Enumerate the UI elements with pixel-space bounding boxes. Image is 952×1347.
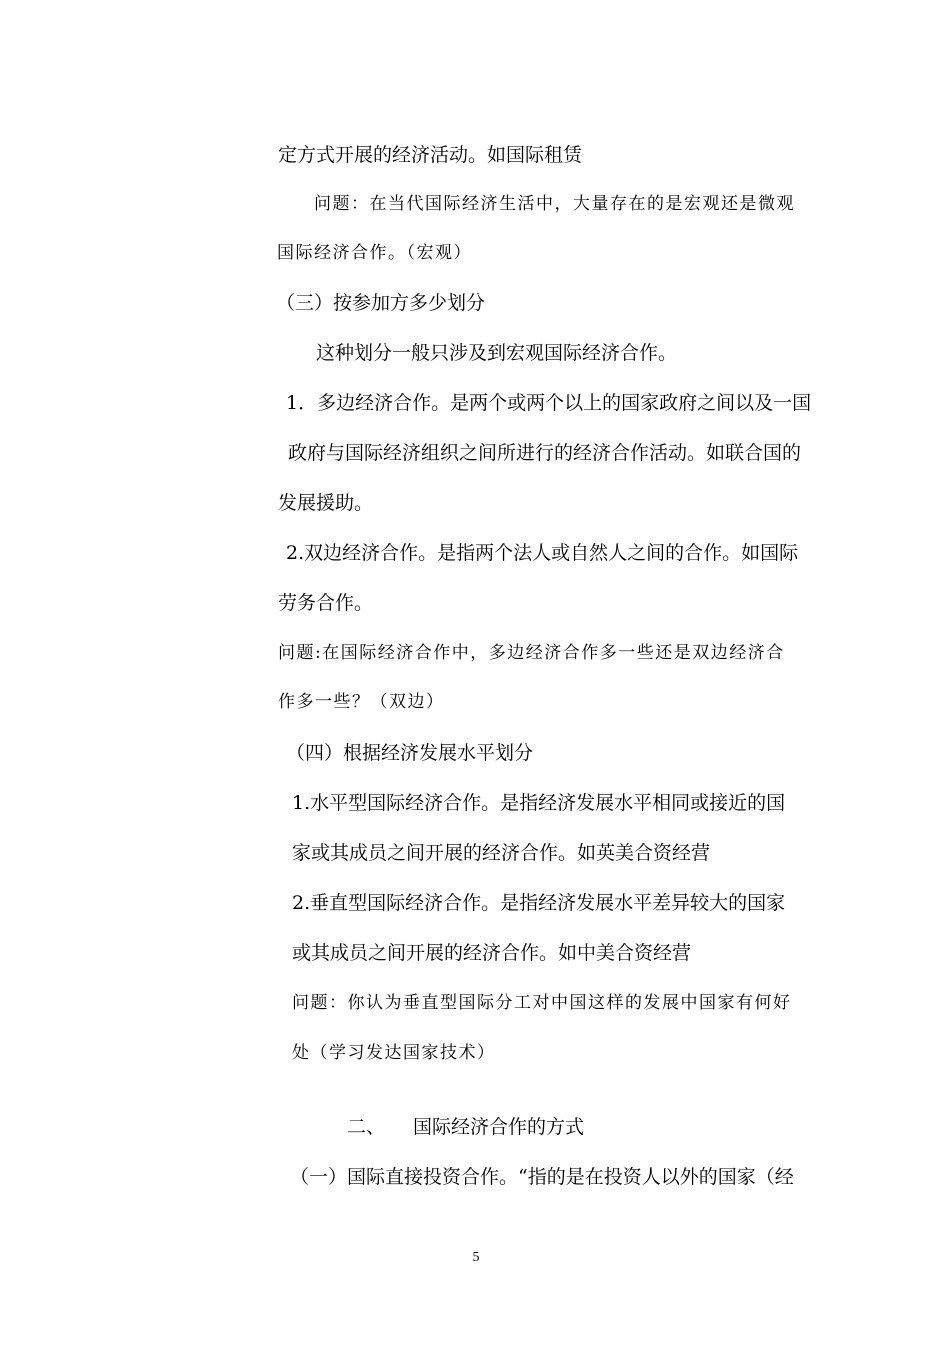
- question-line: 国际经济合作。（宏观）: [277, 243, 472, 263]
- text-line: 这种划分一般只涉及到宏观国际经济合作。: [316, 342, 678, 364]
- text-line: 发展援助。: [278, 492, 374, 514]
- text-line: 或其成员之间开展的经济合作。如中美合资经营: [292, 942, 692, 964]
- list-item: 2.双边经济合作。是指两个法人或自然人之间的合作。如国际: [286, 542, 799, 564]
- page-number: 5: [472, 1250, 480, 1265]
- text-line: 政府与国际经济组织之间所进行的经济合作活动。如联合国的: [288, 442, 802, 464]
- section-heading: （三）按参加方多少划分: [276, 292, 486, 314]
- text-line: 家或其成员之间开展的经济合作。如英美合资经营: [292, 842, 711, 864]
- chapter-title: 国际经济合作的方式: [413, 1116, 585, 1138]
- question-line: 问题：在当代国际经济生活中，大量存在的是宏观还是微观: [314, 194, 795, 214]
- list-item: 1．多边经济合作。是两个或两个以上的国家政府之间以及一国: [286, 392, 812, 414]
- question-line: 处（学习发达国家技术）: [292, 1043, 496, 1063]
- question-line: 作多一些？（双边）: [278, 692, 445, 712]
- question-line: 问题：你认为垂直型国际分工对中国这样的发展中国家有何好: [292, 993, 792, 1013]
- chapter-number: 二、: [347, 1116, 386, 1138]
- text-line: 定方式开展的经济活动。如国际租赁: [278, 144, 583, 166]
- section-heading: （四）根据经济发展水平划分: [286, 742, 534, 764]
- section-heading: （一）国际直接投资合作。“指的是在投资人以外的国家（经: [290, 1166, 794, 1188]
- text-line: 劳务合作。: [278, 592, 374, 614]
- list-item: 1.水平型国际经济合作。是指经济发展水平相同或接近的国: [292, 792, 786, 814]
- question-line: 问题:在国际经济合作中，多边经济合作多一些还是双边经济合: [278, 643, 785, 663]
- list-item: 2.垂直型国际经济合作。是指经济发展水平差异较大的国家: [292, 892, 786, 914]
